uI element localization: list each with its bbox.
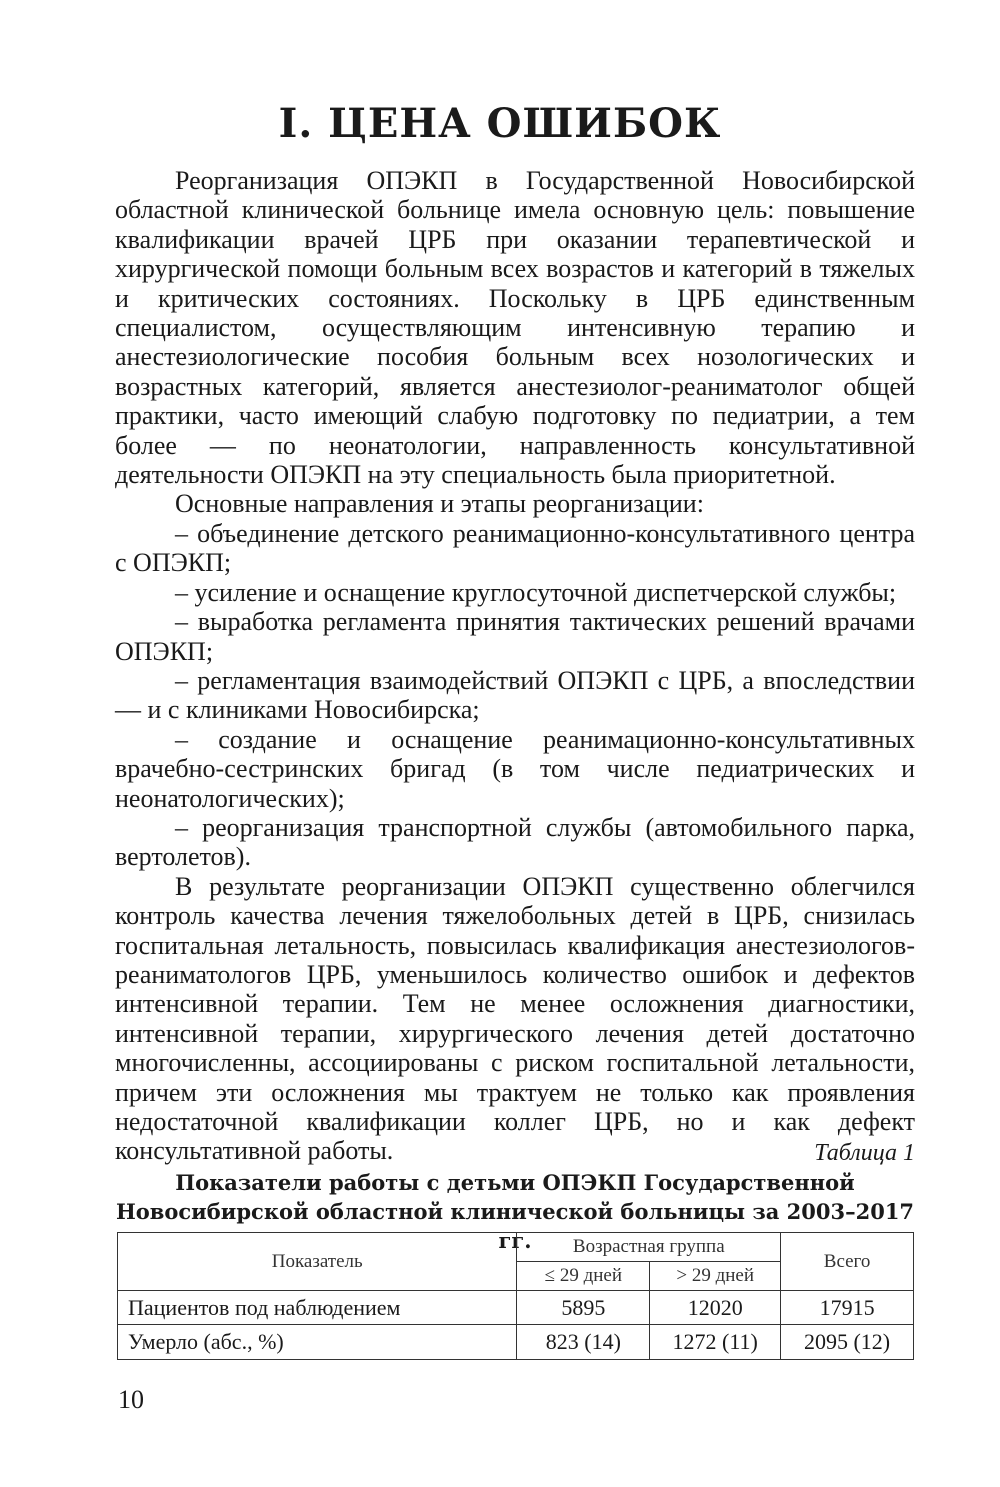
cell-le29: 823 (14) — [517, 1325, 650, 1360]
header-age-gt-29: > 29 дней — [650, 1262, 781, 1291]
list-item: – объединение детского реанимационно-консультативного центра с ОПЭКП; — [115, 518, 915, 578]
cell-le29: 5895 — [517, 1291, 650, 1325]
row-label: Пациентов под наблюдением — [118, 1291, 517, 1325]
list-item: – усиление и оснащение круглосуточной диспетчерской службы; — [175, 577, 897, 607]
list-item: – регламентация взаимодействий ОПЭКП с ЦРБ, а впоследствии — и с клиниками Новосибирска; — [115, 665, 915, 725]
body-text — [115, 166, 915, 1166]
list-item: – выработка регламента принятия тактических решений врачами ОПЭКП; — [115, 607, 915, 666]
cell-gt29: 1272 (11) — [650, 1325, 781, 1360]
intro-paragraph: Реорганизация ОПЭКП в Государственной Новосибирской областной клинической больнице имела основную цель: повышение квалификации врачей ЦРБ при оказании терапевтической и хирургической помощи больным всех возрастов и категорий в тяжелых и критических состояниях. Поскольку в ЦРБ единственным специалистом, осуществляющим интенсивную терапию и анестезиологические пособия больным всех нозологических и возрастных категорий, является анестезиолог-реаниматолог общей практики, часто имеющий слабую подготовку по педиатрии, а тем более — по неонатологии, направленность консультативной деятельности ОПЭКП на эту специальность была приоритетной. — [115, 166, 915, 490]
conclusion-paragraph: В результате реорганизации ОПЭКП существенно облегчился контроль качества лечения тяжелобольных детей в ЦРБ, снизилась госпитальная летальность, повысилась квалификация анестезиологов-реаниматологов ЦРБ, уменьшилось количество ошибок и дефектов интенсивной терапии. Тем не менее осложнения диагностики, интенсивной терапии, хирургического лечения детей достаточно многочисленны, ассоциированы с риском госпитальной летальности, причем эти осложнения мы трактуем не только как проявления недостаточной квалификации коллег ЦРБ, но и как дефект консультативной работы. — [115, 871, 915, 1166]
table-row — [118, 1325, 914, 1360]
list-item: – реорганизация транспортной службы (автомобильного парка, вертолетов). — [115, 812, 915, 872]
header-age-group: Возрастная группа — [517, 1233, 781, 1262]
table-row — [118, 1291, 914, 1325]
chapter-title: I. ЦЕНА ОШИБОК — [278, 100, 722, 147]
header-indicator: Показатель — [118, 1233, 517, 1291]
cell-total: 2095 (12) — [781, 1325, 914, 1360]
cell-total: 17915 — [781, 1291, 914, 1325]
table-caption-line: Новосибирской областной клинической больницы за 2003–2017 гг. — [115, 1199, 915, 1253]
page-number: 10 — [118, 1385, 144, 1414]
table-label: Таблица 1 — [814, 1140, 915, 1166]
list-intro-paragraph: Основные направления и этапы реорганизации: — [175, 489, 704, 519]
table-caption-line: Показатели работы с детьми ОПЭКП Государственной — [175, 1170, 855, 1195]
data-table — [117, 1232, 914, 1360]
table-header-row — [118, 1233, 914, 1262]
header-total: Всего — [781, 1233, 914, 1291]
list-item: – создание и оснащение реанимационно-консультативных врачебно-сестринских бригад (в том числе педиатрических и неонатологических); — [115, 724, 915, 813]
cell-gt29: 12020 — [650, 1291, 781, 1325]
header-age-le-29: ≤ 29 дней — [517, 1262, 650, 1291]
row-label: Умерло (абс., %) — [118, 1325, 517, 1360]
